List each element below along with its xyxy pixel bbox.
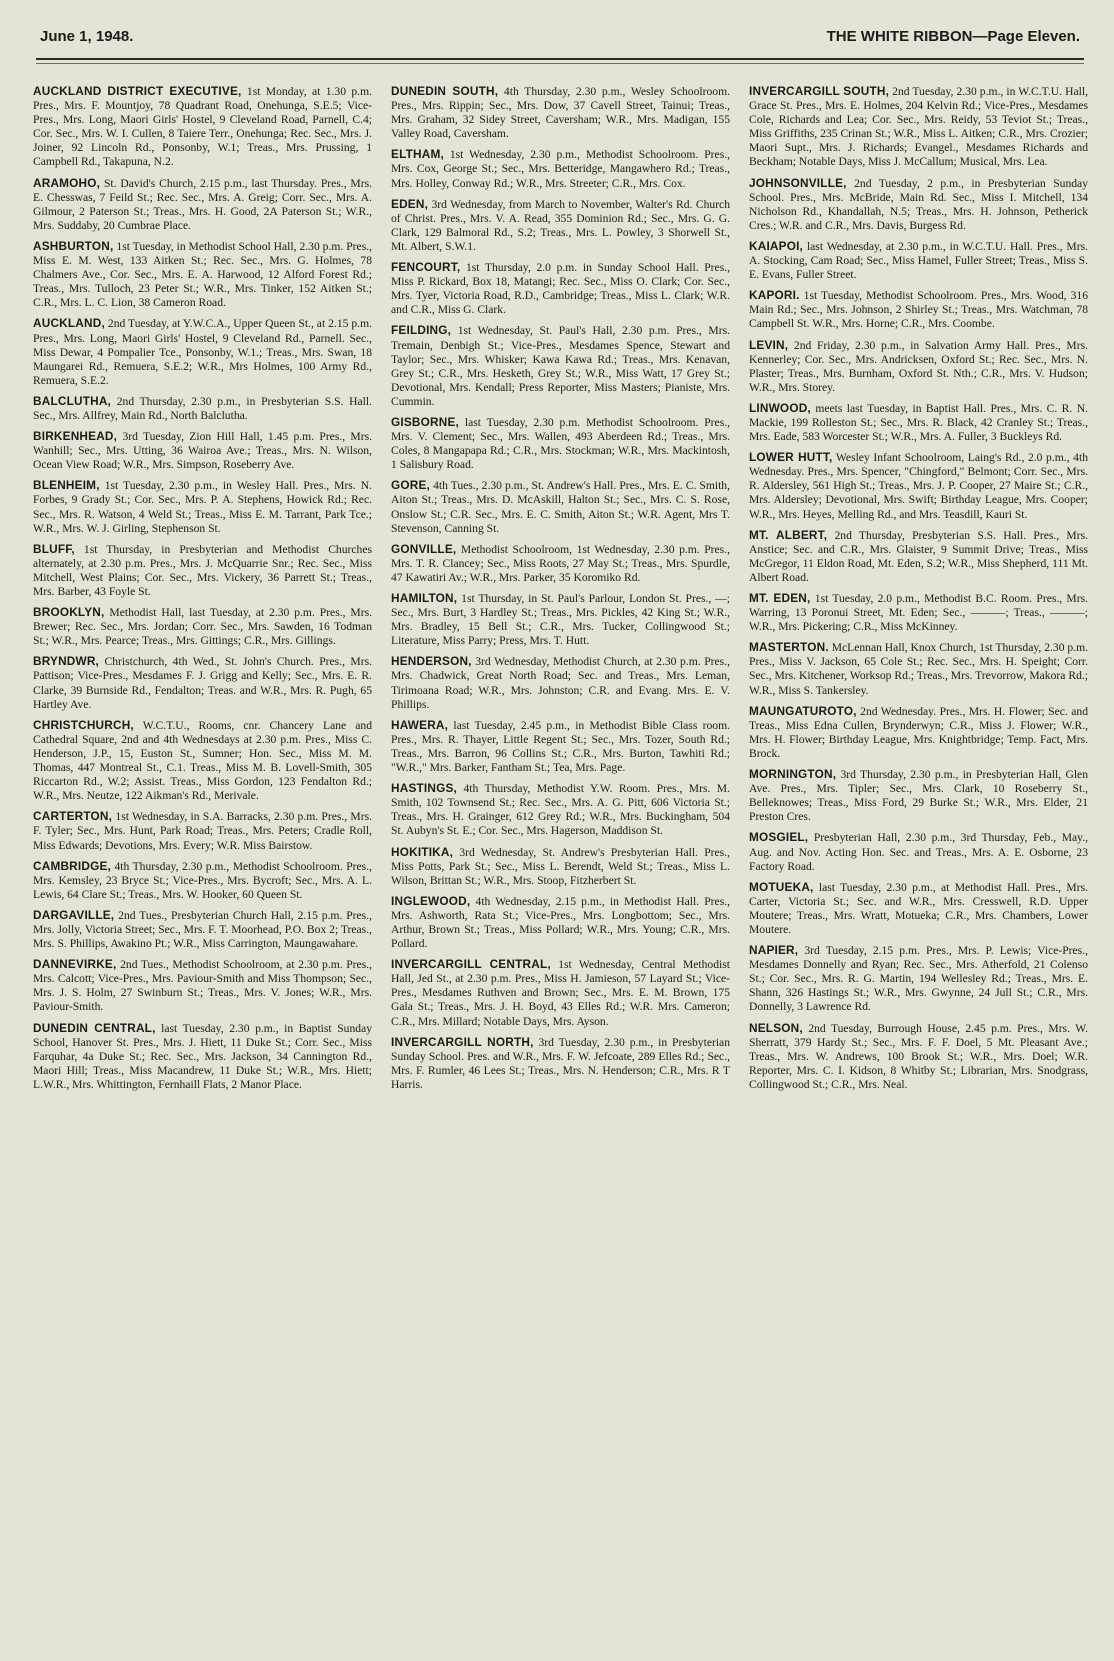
branch-entry [749,288,1088,331]
branch-entry [391,718,730,775]
branch-name: BLENHEIM, [33,478,100,493]
branch-entry [391,894,730,951]
branch-name: MORNINGTON, [749,767,837,782]
branch-name: FEILDING, [391,323,452,338]
branch-details: 4th Thursday, 2.30 p.m., Wesley Schoolroom. Pres., Mrs. Rippin; Sec., Mrs. Dow, 37 Cavell Street, Tainui; Treas., Mrs. Graham, 32 Sidey Street, Caversham; W.R., Mrs. Madigan, 155 Valley Road, Caversham. [391,85,730,141]
branch-details: 1st Wednesday, 2.30 p.m., Methodist Schoolroom. Pres., Mrs. Cox, George St.; Sec., Mrs. Betteridge, Mangawhero Rd.; Treas., Mrs. Holley, Conway Rd.; W.R., Mrs. Streeter; C.R., Mrs. Cox. [391,148,730,190]
branch-entry [391,84,730,141]
branch-entry [391,591,730,648]
branch-name: INVERCARGILL NORTH, [391,1034,534,1049]
branch-entry [33,718,372,804]
branch-name: FENCOURT, [391,260,461,275]
branch-name: MT. ALBERT, [749,527,828,542]
branch-details: St. David's Church, 2.15 p.m., last Thursday. Pres., Mrs. E. Chesswas, 7 Feild St.; Rec. Sec., Mrs. A. Greig; Corr. Sec., Mrs. A. Gilmour, 2 Paterson St.; Treas., Mrs. H. Good, 2A Paterson St.; W.R., Mrs. Suddaby, 20 Cumbrae Place. [33,176,372,232]
branch-entry [749,176,1088,233]
branch-name: AUCKLAND, [33,316,105,331]
header-rule-thin [36,63,1084,64]
branch-details: 1st Thursday, in St. Paul's Parlour, London St. Pres., —; Sec., Mrs. Burt, 3 Hardley St.; Treas., Mrs. Pickles, 42 King St.; W.R., Mrs. Bradley, 15 Bell St.; C.R., Mrs. Tucker, Collingwood St.; Literature, Miss Parry; Press, Mrs. T. Hutt. [391,592,730,648]
branch-name: DUNEDIN SOUTH, [391,84,499,98]
publication-title: THE WHITE RIBBON—Page Eleven. [826,28,1080,45]
branch-entry [749,528,1088,585]
branch-details: 2nd Tues., Methodist Schoolroom, at 2.30 p.m. Pres., Mrs. Calcott; Vice-Pres., Mrs. Paviour-Smith and Miss Thompson; Sec., Mrs. J. S. Holm, 27 Swinburn St.; Treas., Mrs. V. Jones; W.R., Mrs. Paviour-Smith. [33,958,372,1014]
branch-details: 3rd Wednesday, Methodist Church, at 2.30 p.m. Pres., Mrs. Chadwick, Great North Road; Sec. and Treas., Mrs. Leman, Tirimoana Road; W.R., Mrs. Johnston; C.R. and Evang. Mrs. E. V. Phillips. [391,655,730,711]
branch-details: 2nd Wednesday. Pres., Mrs. H. Flower; Sec. and Treas., Miss Edna Cullen, Brynderwyn; C.R., Miss J. Flower; W.R., Mrs. H. Flower; Birthday League, Mrs. Knightbridge; Temp. Fact, Mrs. Brock. [749,704,1088,760]
branch-details: Wesley Infant Schoolroom, Laing's Rd., 2.0 p.m., 4th Wednesday. Pres., Mrs. Spencer, "Chingford," Belmont; Corr. Sec., Mrs. R. Aldersley, 561 High St.; Treas., Mrs. J. P. Cooper, 27 Maire St.; C.R., Mrs. Aldersley; Devotional, Mrs. Swift; Birthday League, Mrs. Cooper; W.R., Mrs. Heyes, Melling Rd., and Mrs. Teasdill, Kauri St. [749,451,1088,521]
branch-entry [749,830,1088,873]
branch-name: HASTINGS, [391,781,458,796]
branch-entry [749,450,1088,521]
branch-details: 3rd Wednesday, from March to November, Walter's Rd. Church of Christ. Pres., Mrs. V. A. Read, 355 Dominion Rd.; Sec., Mrs. G. G. Clark, 129 Balmoral Rd., S.2; Treas., Mrs. L. Powley, 3 Shorwell St., Mt. Albert, S.W.1. [391,197,730,253]
branch-entry [33,239,372,310]
branch-details: 1st Tuesday, Methodist Schoolroom. Pres., Mrs. Wood, 316 Main Rd.; Sec., Mrs. Johnson, 2 Shirley St.; Treas., Mrs. Watchman, 78 Campbell St. W.R., Mrs. Horne; C.R., Mrs. Coombe. [749,289,1088,331]
branch-details: 1st Tuesday, 2.30 p.m., in Wesley Hall. Pres., Mrs. N. Forbes, 9 Grady St.; Cor. Sec., Mrs. P. A. Stephens, Howick Rd.; Rec. Sec., Mrs. R. Watson, 4 Weld St.; Treas., Miss E. M. Tarrant, Park Tce.; W.R., Mrs. W. J. Girling, Stephenson St. [33,479,372,535]
branch-details: 1st Monday, at 1.30 p.m. Pres., Mrs. F. Mountjoy, 78 Quadrant Road, Onehunga, S.E.5; Vice-Pres., Mrs. Long, Maori Girls' Hostel, 9 Cleveland Road, Parnell, C.4; Cor. Sec., Mrs. W. I. Cullen, 8 Taiere Terr., Onehunga; Rec. Sec., Mrs. J. Joiner, 92 Lincoln Rd., Ponsonby, W.1; Treas., Mrs. Prussing, 1 Campbell Rd., Takapuna, N.2. [33,85,372,169]
branch-name: INGLEWOOD, [391,893,471,908]
branch-entry [33,316,372,387]
branch-details: 2nd Tuesday, at Y.W.C.A., Upper Queen St., at 2.15 p.m. Pres., Mrs. Long, Maori Girls' Hostel, 9 Cleveland Rd., Parnell. Sec., Miss Dewar, 4 Pompalier Tce., Ponsonby, W.1.; Treas., Mrs. Swan, 18 Maungarei Rd., Remuera, S.E.2; W.R., Mrs Holmes, 100 Army Rd., Remuera, S.E.2. [33,317,372,387]
branch-name: INVERCARGILL SOUTH, [749,84,890,98]
branch-name: EDEN, [391,196,429,211]
branch-entry [391,323,730,409]
branch-name: GORE, [391,478,431,493]
branch-details: 4th Tues., 2.30 p.m., St. Andrew's Hall. Pres., Mrs. E. C. Smith, Aiton St.; Treas., Mrs. D. McAskill, Halton St.; Sec., Mrs. C. S. Rose, Onslow St.; C.R. Sec., Mrs. E. C. Smith, Aiton St.; W.R. Agent, Mrs T. Stevenson, Canning St. [391,479,730,535]
branch-entry [33,809,372,852]
branch-name: MT. EDEN, [749,591,811,605]
branch-details: 2nd Tuesday, Burrough House, 2.45 p.m. Pres., Mrs. W. Sherratt, 379 Hardy St.; Sec., Mrs. F. F. Doel, 5 Mt. Pleasant Ave.; Treas., Mrs. W. Andrews, 100 Brook St.; W.R., Mrs. Doel; W.R. Reporter, Mrs. C. I. Kidson, 8 Whitby St.; Librarian, Mrs. Snodgrass, Collingwood St.; C.R., Mrs. Neal. [749,1021,1088,1091]
branch-details: 2nd Tuesday, 2.30 p.m., in W.C.T.U. Hall, Grace St. Pres., Mrs. E. Holmes, 204 Kelvin Rd.; Vice-Pres., Mesdames Cole, Richards and Lea; Cor. Sec., Mrs. Reidy, 53 Teviot St.; Treas., Miss Griffiths, 235 Crinan St.; W.R., Miss L. Aitken; C.R., Mrs. Crozier; Maori Supt., Mrs. J. Richards; Evangel., Mesdames Richards and Beckham; Notable Days, Miss J. McCallum; Musical, Mrs. Lea. [749,85,1088,169]
branch-entry [33,605,372,648]
branch-name: NELSON, [749,1020,803,1035]
branch-details: 4th Thursday, 2.30 p.m., Methodist Schoolroom. Pres., Mrs. Kemsley, 23 Bryce St.; Vice-Pres., Mrs. Bycroft; Sec., Mrs. A. L. Lewis, 64 Clare St.; Treas., Mrs. W. Hooker, 60 Queen St. [33,859,372,901]
branch-entry [749,880,1088,937]
branch-entry [749,84,1088,170]
branch-name: MASTERTON. [749,640,829,655]
branch-name: HAWERA, [391,717,449,732]
branch-name: CAMBRIDGE, [33,858,112,873]
branch-details: 1st Tuesday, in Methodist School Hall, 2.30 p.m. Pres., Miss E. M. West, 133 Aitken St.; Rec. Sec., Mrs. G. Holmes, 78 Chalmers Ave., Cor. Sec., Mrs. E. A. Harwood, 12 Alford Forest Rd.; Treas., Mrs. Tulloch, 23 Peter St.; W.R., Mrs. Tinker, 152 Aitken St.; C.R., Mrs. L. C. Lion, 38 Cameron Road. [33,239,372,310]
branch-name: ASHBURTON, [33,238,114,253]
branch-entry [33,542,372,599]
branch-details: 3rd Wednesday, St. Andrew's Presbyterian Hall. Pres., Miss Potts, Park St.; Sec., Miss L. Berendt, Weld St.; Treas., Miss L. Wilson, Brittan St.; W.R., Mrs. Stoop, Fitzherbert St. [391,845,730,887]
branch-name: INVERCARGILL CENTRAL, [391,957,551,972]
branch-name: GONVILLE, [391,541,457,556]
column-right [749,84,1088,1644]
branch-details: Methodist Schoolroom, 1st Wednesday, 2.30 p.m. Pres., Mrs. T. R. Clancey; Sec., Miss Roots, 27 May St.; Treas., Mrs. Spurdle, 47 Kawatiri Av.; W.R., Mrs. Parker, 35 Koromiko Rd. [391,542,730,584]
branch-details: 3rd Thursday, 2.30 p.m., in Presbyterian Hall, Glen Ave. Pres., Mrs. Tipler; Sec., Mrs. Clark, 10 Roseberry St., Belleknowes; Treas., Miss Ford, 29 Burke St.; W.R., Mrs. Elder, 21 Preston Cres. [749,768,1088,824]
branch-entry [391,147,730,190]
branch-name: MAUNGATUROTO, [749,703,857,718]
branch-details: 3rd Tuesday, Zion Hill Hall, 1.45 p.m. Pres., Mrs. Wanhill; Sec., Mrs. Utting, 36 Wairoa Ave.; Treas., Mrs. N. Wilson, Ocean View Road; W.R., Mrs. Simpson, Roseberry Ave. [33,430,372,472]
branch-details: 3rd Tuesday, 2.15 p.m. Pres., Mrs. P. Lewis; Vice-Pres., Mesdames Donnelly and Ryan; Rec. Sec., Mrs. Atherfold, 21 Colenso St.; Cor. Sec., Mrs. R. G. Martin, 194 Wellesley Rd.; Treas., Mrs. E. Shann, 326 Hastings St.; W.R., Mrs. Gwynne, 24 Jull St.; C.R., Mrs. Donnelly, 3 Lawrence Rd. [749,944,1088,1014]
branch-name: AUCKLAND DISTRICT EXECUTIVE, [33,84,242,98]
branch-details: 1st Wednesday, St. Paul's Hall, 2.30 p.m. Pres., Mrs. Tremain, Denbigh St.; Vice-Pres., Mesdames Spence, Stewart and Taylor; Sec., Mrs. Whisker; Kawa Kawa Rd.; Treas., Mrs. Kenavan, Grey St.; C.R., Mrs. Hesketh, Grey St.; W.R., Miss Watt, 17 Grey St.; Devotional, Mrs. Kendall; Press Reporter, Miss Masters; Pianiste, Mrs. Cummin. [391,324,730,408]
branch-entry [33,478,372,535]
branch-name: LOWER HUTT, [749,450,833,465]
branch-entry [33,394,372,423]
branch-entry [749,943,1088,1014]
branch-details: last Tuesday, 2.30 p.m., in Baptist Sunday School, Hanover St. Pres., Mrs. J. Hiett, 11 Duke St.; Corr. Sec., Miss Farquhar, 4a Duke St.; Rec. Sec., Mrs. Jackson, 34 Cannington Rd., Maori Hill; Treas., Miss Macandrew, 11 Duke St.; W.R., Mrs. Hiett; L.W.R., Mrs. Whittington, Fernhaill Flats, 2 Manor Place. [33,1021,372,1091]
branch-name: BALCLUTHA, [33,393,112,408]
branch-entry [749,591,1088,634]
branch-entry [391,197,730,254]
branch-entry [391,478,730,535]
column-left [33,84,372,1644]
branch-name: ARAMOHO, [33,175,101,190]
branch-details: 1st Tuesday, 2.0 p.m., Methodist B.C. Room. Pres., Mrs. Warring, 13 Poronui Street, Mt. Eden; Sec., ———; Treas., ———; W.R., Mrs. Pickering; C.R., Miss McKinney. [749,592,1088,634]
branch-name: LEVIN, [749,337,789,352]
branch-details: 2nd Tues., Presbyterian Church Hall, 2.15 p.m. Pres., Mrs. Jolly, Victoria Street; Sec., Mrs. F. T. Moorhead, P.O. Box 2; Treas., Mrs. S. Phillips, Awakino Pt.; W.R., Miss Carrington, Maungawahare. [33,908,372,951]
branch-name: BROOKLYN, [33,605,105,620]
branch-name: DUNEDIN CENTRAL, [33,1020,156,1035]
branch-details: Presbyterian Hall, 2.30 p.m., 3rd Thursday, Feb., May., Aug. and Nov. Acting Hon. Sec. and Treas., Mrs. A. E. Osborne, 23 Factory Road. [749,831,1088,873]
branch-entry [33,957,372,1014]
branch-name: DANNEVIRKE, [33,957,117,972]
branch-details: 2nd Tuesday, 2 p.m., in Presbyterian Sunday School. Pres., Mrs. McBride, Main Rd. Sec., Miss I. Mitchell, 134 Nicholson Rd., Khandallah, N.5; Treas., Mrs. H. Johnson, Petherick Cres.; W.R. and C.R., Mrs. Davis, Burgess Rd. [749,176,1088,232]
branch-name: CHRISTCHURCH, [33,717,134,732]
branch-details: 1st Thursday, 2.0 p.m. in Sunday School Hall. Pres., Miss P. Rickard, Box 18, Matangi; Rec. Sec., Miss O. Clark; Cor. Sec., Mrs. Tyer, Victoria Road, R.D., Cambridge; Treas., Miss L. Clark; W.R. and C.R., Miss G. Clark. [391,261,730,317]
branch-details: meets last Tuesday, in Baptist Hall. Pres., Mrs. C. R. N. Mackie, 199 Rolleston St.; Sec., Mrs. R. Black, 42 Cranley St.; Treas., Mrs. Eade, 583 Worcester St.; W.R., Mrs. A. Fuller, 3 Buckleys Rd. [749,401,1088,444]
branch-name: KAIAPOI, [749,238,804,253]
branch-name: DARGAVILLE, [33,907,115,922]
page-header [36,22,1080,56]
branch-details: W.C.T.U., Rooms, cnr. Chancery Lane and Cathedral Square, 2nd and 4th Wednesdays at 2.30 p.m. Pres., Miss C. Henderson, J.P., 15, Euston St., Sumner; Hon. Sec., Miss M. M. Thomas, 447 Montreal St., C.1. Treas., Miss M. B. Lovell-Smith, 305 Riccarton Rd., W.2; Assist. Treas., Miss Gordon, 123 Fendalton Rd.; W.R., Mrs. Neutze, 122 Aikman's Rd., Merivale. [33,718,372,803]
branch-details: last Wednesday, at 2.30 p.m., in W.C.T.U. Hall. Pres., Mrs. A. Stocking, Cam Road; Sec., Miss Hamel, Fuller Street; Treas., Miss S. E. Evans, Fuller Street. [749,239,1088,282]
branch-entry [33,654,372,711]
branch-details: McLennan Hall, Knox Church, 1st Thursday, 2.30 p.m. Pres., Miss V. Jackson, 65 Cole St.; Rec. Sec., Mrs. H. Speight; Corr. Sec., Mrs. Kitchener, Worksop Rd.; Treas., Mrs. Trevorrow, Makora Rd.; W.R., Miss S. Tankersley. [749,641,1088,697]
branch-entry [391,260,730,317]
branch-name: KAPORI. [749,288,800,303]
issue-date: June 1, 1948. [40,28,134,45]
branch-entry [33,176,372,233]
column-middle [391,84,730,1644]
branch-details: 4th Thursday, Methodist Y.W. Room. Pres., Mrs. M. Smith, 102 Townsend St.; Rec. Sec., Mrs. A. G. Pitt, 606 Victoria St.; Treas., Mrs. H. Grainger, 612 Grey Rd.; W.R., Mrs. Buckingham, 504 St. Aubyn's St. E.; Cor. Sec., Mrs. Hagerson, Maddison St. [391,782,730,838]
branch-entry [33,1021,372,1092]
directory-columns [33,84,1088,1644]
branch-entry [749,767,1088,824]
branch-name: HENDERSON, [391,654,472,669]
branch-entry [391,845,730,888]
branch-entry [33,859,372,902]
branch-name: LINWOOD, [749,400,811,415]
branch-entry [33,908,372,951]
branch-name: HAMILTON, [391,591,458,605]
branch-entry [391,415,730,472]
branch-entry [749,640,1088,697]
branch-entry [391,1035,730,1092]
branch-details: last Tuesday, 2.30 p.m. Methodist Schoolroom. Pres., Mrs. V. Clement; Sec., Mrs. Wallen, 493 Aberdeen Rd.; Treas., Mrs. Coles, 8 Mangapapa Rd.; C.R., Mrs. Stockman; W.R., Mrs. Mackintosh, 1 Salisbury Road. [391,415,730,472]
branch-name: MOSGIEL, [749,830,809,845]
branch-details: last Tuesday, 2.30 p.m., at Methodist Hall. Pres., Mrs. Carter, Victoria St.; Sec. and W.R., Mrs. Cresswell, R.D. Upper Moutere; Treas., Mrs. Wratt, Motueka; C.R., Mrs. Chambers, Lower Moutere. [749,880,1088,936]
branch-details: 3rd Tuesday, 2.30 p.m., in Presbyterian Sunday School. Pres. and W.R., Mrs. F. W. Jefcoate, 289 Elles Rd.; Sec., Mrs. F. Rumler, 46 Lees St.; Treas., Mrs. N. Henderson; C.R., Mrs. R T Harris. [391,1035,730,1091]
branch-details: 1st Thursday, in Presbyterian and Methodist Churches alternately, at 2.30 p.m. Pres., Mrs. J. McQuarrie Snr.; Rec. Sec., Miss Mitchell, West Plains; Cor. Sec., Mrs. Vickery, 36 Parrett St.; Treas., Mrs. Barber, 43 Foyle St. [33,542,372,598]
branch-entry [391,654,730,711]
branch-details: 2nd Thursday, Presbyterian S.S. Hall. Pres., Mrs. Anstice; Sec. and C.R., Mrs. Glaister, 9 Summit Drive; Treas., Miss McGregor, 11 Eldon Road, Mt. Eden, S.2; W.R., Miss Shepherd, 111 Mt. Albert Road. [749,528,1088,584]
branch-name: ELTHAM, [391,147,444,162]
branch-details: Methodist Hall, last Tuesday, at 2.30 p.m. Pres., Mrs. Brewer; Rec. Sec., Mrs. Jordan; Corr. Sec., Mrs. Sawden, 16 Todman St.; W.R., Mrs. Pearce; Treas., Mrs. Gittings; C.R., Mrs. Gillings. [33,606,372,648]
branch-entry [749,338,1088,395]
branch-entry [391,542,730,585]
branch-name: GISBORNE, [391,414,460,429]
branch-name: CARTERTON, [33,809,113,824]
branch-details: 1st Wednesday, Central Methodist Hall, Jed St., at 2.30 p.m. Pres., Miss H. Jamieson, 57 Layard St.; Vice-Pres., Mesdames Ruthven and Brown; Sec., Mrs. E. M. Brown, 175 Gala St.; Treas., Mrs. J. H. Boyd, 43 Elles Rd.; W.R. Mrs. Cameron; C.R., Mrs. Millard; Notable Days, Mrs. Ayson. [391,958,730,1028]
branch-entry [391,781,730,838]
header-rule [36,58,1084,60]
branch-name: BLUFF, [33,541,75,556]
branch-entry [33,429,372,472]
branch-name: NAPIER, [749,943,799,958]
branch-details: Christchurch, 4th Wed., St. John's Church. Pres., Mrs. Pattison; Vice-Pres., Mesdames F. J. Grigg and Kelly; Sec., Mrs. E. R. Clarke, 39 Burnside Rd., Fendalton; Treas. and W.R., Mrs. R. Pugh, 65 Hartley Ave. [33,655,372,711]
branch-entry [33,84,372,170]
branch-name: HOKITIKA, [391,844,454,859]
branch-name: BRYNDWR, [33,654,100,669]
branch-name: MOTUEKA, [749,879,814,894]
branch-details: 2nd Friday, 2.30 p.m., in Salvation Army Hall. Pres., Mrs. Kennerley; Cor. Sec., Mrs. Andricksen, Oxford St.; Rec. Sec., Mrs. N. Plaster; Treas., Mrs. Burnham, Oxford St. Nth.; C.R., Mrs. V. Hudson; W.R., Mrs. Storey. [749,338,1088,394]
branch-entry [749,1021,1088,1092]
branch-entry [749,704,1088,761]
branch-details: 4th Wednesday, 2.15 p.m., in Methodist Hall. Pres., Mrs. Ashworth, Rata St.; Vice-Pres., Mrs. Longbottom; Sec., Mrs. Arthur, Brown St.; Treas., Miss Pollard; W.R., Mrs. Young; C.R., Mrs. Pollard. [391,894,730,951]
branch-name: BIRKENHEAD, [33,429,118,444]
branch-details: 2nd Thursday, 2.30 p.m., in Presbyterian S.S. Hall. Sec., Mrs. Allfrey, Main Rd., North Balclutha. [33,394,372,422]
branch-entry [749,239,1088,282]
branch-name: JOHNSONVILLE, [749,175,847,190]
branch-entry [391,957,730,1028]
branch-details: 1st Wednesday, in S.A. Barracks, 2.30 p.m. Pres., Mrs. F. Tyler; Sec., Mrs. Hunt, Park Road; Treas., Mrs. Peters; Cradle Roll, Miss Edwards; Devotions, Mrs. Every; W.R. Miss Bairstow. [33,810,372,852]
branch-entry [749,401,1088,444]
branch-details: last Tuesday, 2.45 p.m., in Methodist Bible Class room. Pres., Mrs. R. Thayer, Little Regent St.; Sec., Mrs. Tozer, South Rd.; Treas., Mrs. Barron, 96 Collins St.; C.R., Mrs. Burton, Tawhiti Rd.; "W.R.," Mrs. Barker, Fantham St.; Tea, Mrs. Page. [391,718,730,775]
